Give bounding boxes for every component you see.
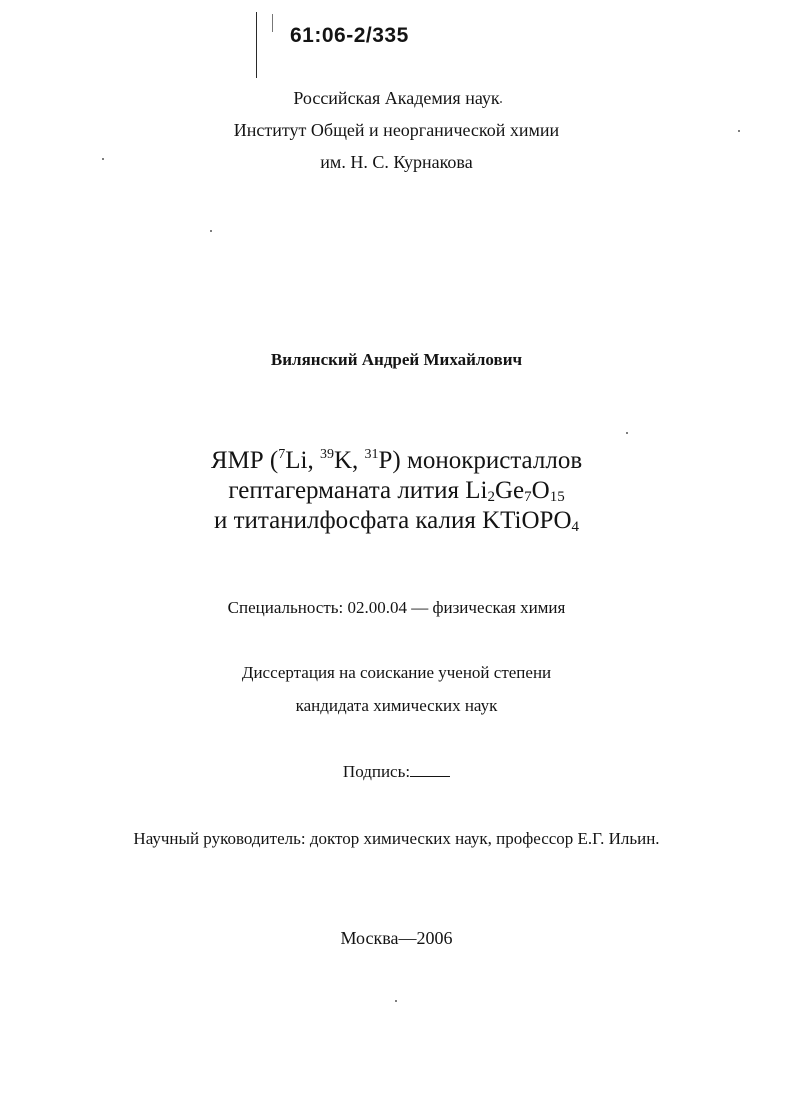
scan-speck <box>626 432 628 434</box>
formula-sub-7: 7 <box>524 489 532 505</box>
institution-line-3: им. Н. С. Курнакова <box>320 152 473 172</box>
title-p-suffix: P) монокристаллов <box>378 447 583 474</box>
title-li: Li, <box>285 447 320 474</box>
institution-line-1: Российская Академия наук <box>293 88 500 108</box>
author-name: Вилянский Андрей Михайлович <box>270 350 523 369</box>
scan-speck <box>395 1000 397 1002</box>
formula-sub-2: 2 <box>487 489 495 505</box>
title-line-2-text: гептагерманата лития Li <box>228 477 488 504</box>
dissertation-line-1: Диссертация на соискание ученой степени <box>241 663 552 682</box>
supervisor: Научный руководитель: доктор химических наук, профессор Е.Г. Ильин. <box>133 829 660 848</box>
formula-sub-15: 15 <box>549 489 565 505</box>
institution-line-2: Институт Общей и неорганической химии <box>233 120 560 140</box>
isotope-li-mass: 7 <box>278 447 286 462</box>
signature-blank-line <box>410 762 450 777</box>
isotope-p-mass: 31 <box>364 447 379 462</box>
city-year: Москва—2006 <box>340 928 453 948</box>
thesis-title-line-3 <box>0 506 793 536</box>
formula-sub-4: 4 <box>571 519 580 535</box>
formula-ge: Ge <box>494 477 525 504</box>
thesis-title-line-1 <box>0 446 793 476</box>
archive-code-stamp: 61:06-2/335 <box>290 24 409 47</box>
title-prefix: ЯМР ( <box>210 447 279 474</box>
title-k: K, <box>333 447 365 474</box>
specialty: Специальность: 02.00.04 — физическая химия <box>227 598 566 617</box>
title-line-3-text: и титанилфосфата калия KTiOPO <box>213 507 572 534</box>
thesis-title-line-2 <box>0 476 793 506</box>
signature-field <box>0 762 793 782</box>
isotope-k-mass: 39 <box>319 447 334 462</box>
signature-label: Подпись: <box>342 762 411 781</box>
scan-speck <box>210 230 212 232</box>
scan-margin-line-secondary <box>272 14 273 32</box>
scan-margin-line <box>256 12 257 78</box>
formula-o: O <box>531 477 550 504</box>
dissertation-line-2: кандидата химических наук <box>295 696 498 715</box>
